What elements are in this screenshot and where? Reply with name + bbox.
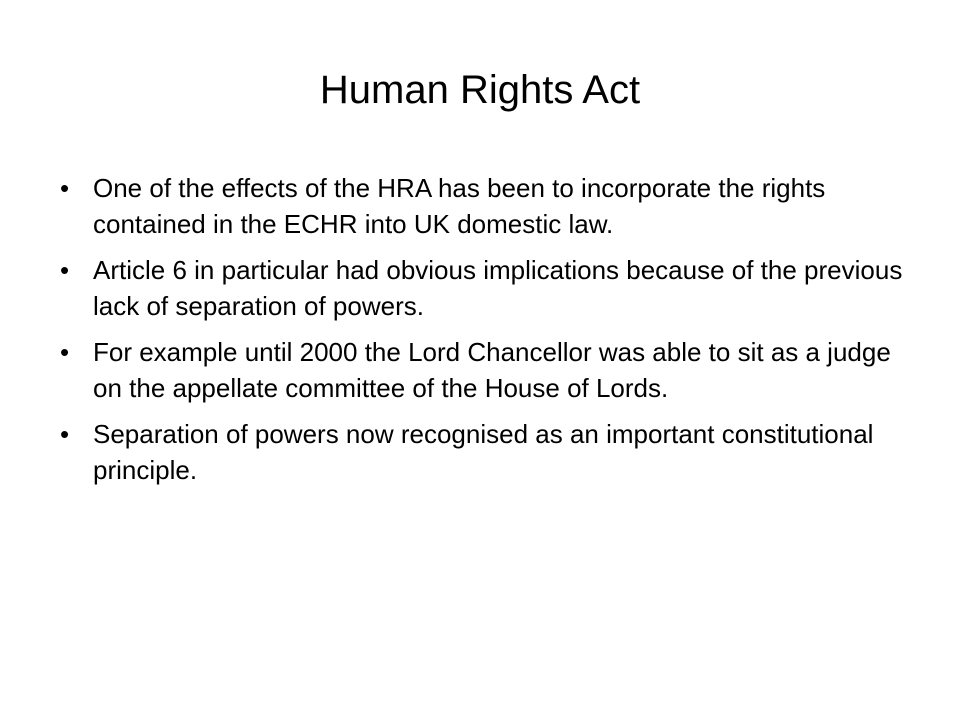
bullet-list	[60, 170, 920, 498]
bullet-text: One of the effects of the HRA has been to incorporate the rights contained in the ECHR into UK domestic law.	[93, 173, 826, 239]
bullet-text: Separation of powers now recognised as an important constitutional principle.	[93, 419, 874, 485]
bullet-icon: •	[60, 337, 70, 367]
bullet-item	[60, 416, 920, 488]
bullet-icon: •	[60, 255, 70, 285]
bullet-icon: •	[60, 173, 70, 203]
bullet-item	[60, 252, 920, 324]
bullet-item	[60, 170, 920, 242]
bullet-text: Article 6 in particular had obvious implications because of the previous lack of separation of powers.	[93, 255, 903, 321]
bullet-icon: •	[60, 419, 70, 449]
bullet-item	[60, 334, 920, 406]
slide-title: Human Rights Act	[319, 68, 641, 112]
bullet-text: For example until 2000 the Lord Chancellor was able to sit as a judge on the appellate committee of the House of Lords.	[93, 337, 891, 403]
